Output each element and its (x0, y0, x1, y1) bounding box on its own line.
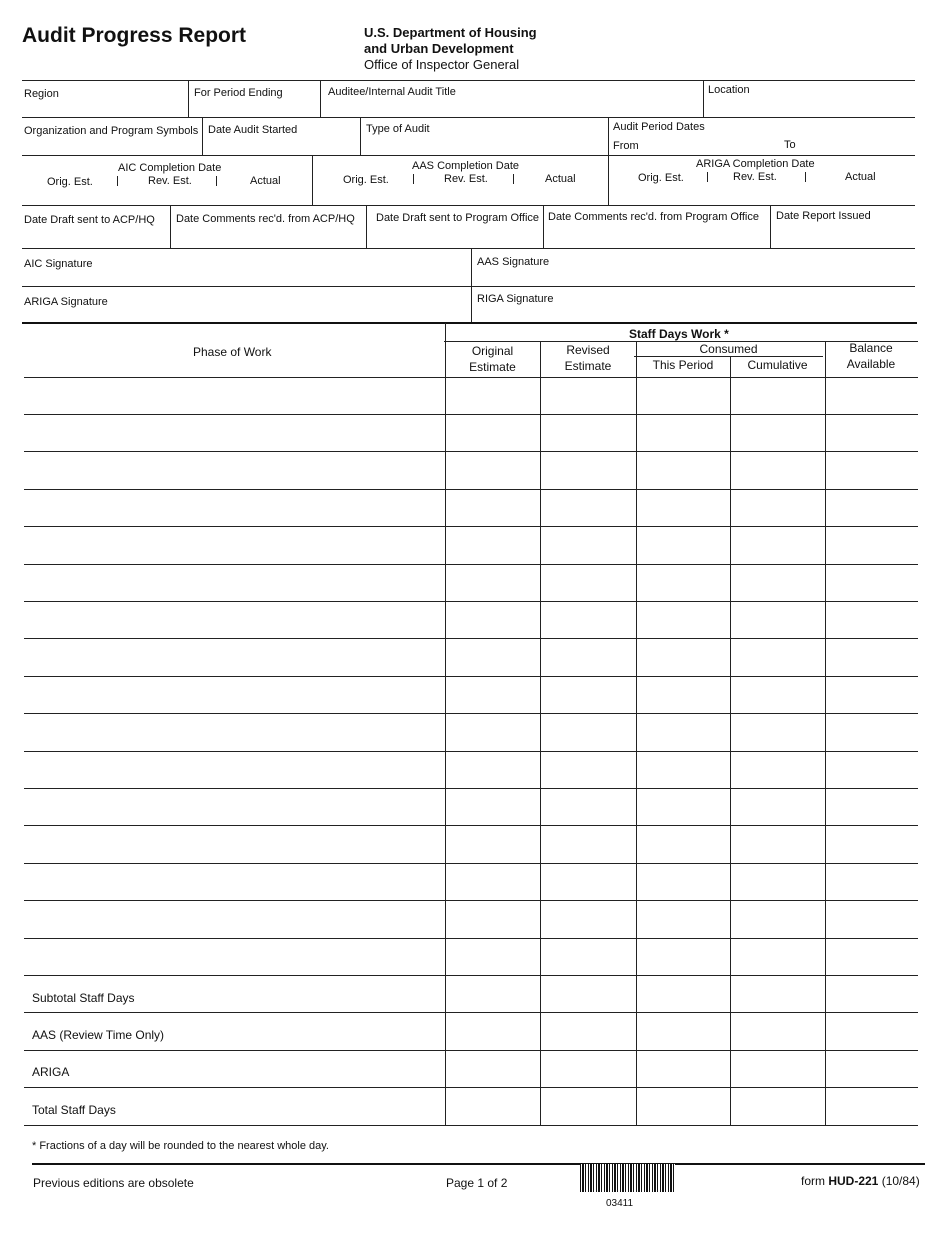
table-row (24, 713, 918, 714)
phase-of-work-header: Phase of Work (193, 345, 272, 359)
tick (216, 176, 217, 186)
table-row (24, 1087, 918, 1088)
agency-office: Office of Inspector General (364, 57, 520, 72)
ariga-orig-est-field[interactable]: Orig. Est. (638, 172, 684, 184)
staff-days-header: Staff Days Work * (629, 327, 729, 341)
table-row (24, 601, 918, 602)
page-title: Audit Progress Report (22, 24, 247, 47)
revised-estimate-header: Estimate (564, 359, 612, 373)
rule (22, 80, 915, 81)
aic-actual-field[interactable]: Actual (250, 175, 281, 187)
table-row (24, 900, 918, 901)
table-row (24, 975, 918, 976)
table-row (24, 1125, 918, 1126)
divider (770, 205, 771, 248)
tick (707, 172, 708, 182)
agency-name-line2: and Urban Development (364, 41, 514, 56)
location-field[interactable]: Location (708, 84, 750, 96)
total-staff-days-label: Total Staff Days (32, 1103, 116, 1117)
revised-header: Revised (566, 343, 610, 357)
ariga-signature-field[interactable]: ARIGA Signature (24, 296, 108, 308)
table-row (24, 863, 918, 864)
comments-acp-field[interactable]: Date Comments rec'd. from ACP/HQ (176, 213, 355, 225)
divider (471, 248, 472, 322)
page-number: Page 1 of 2 (446, 1176, 508, 1190)
divider (188, 80, 189, 117)
original-header: Original (471, 344, 514, 358)
divider (360, 117, 361, 155)
consumed-header: Consumed (699, 342, 758, 356)
table-row (24, 938, 918, 939)
barcode (580, 1164, 675, 1192)
aas-signature-field[interactable]: AAS Signature (477, 256, 550, 268)
aic-rev-est-field[interactable]: Rev. Est. (148, 175, 192, 187)
audit-period-from-field[interactable]: From (613, 140, 639, 152)
draft-acp-field[interactable]: Date Draft sent to ACP/HQ (24, 214, 155, 226)
this-period-header: This Period (652, 358, 714, 372)
agency-name-line1: U.S. Department of Housing (364, 25, 537, 40)
aic-completion-label: AIC Completion Date (118, 162, 222, 174)
form-number (801, 1174, 920, 1188)
table-row (24, 414, 918, 415)
table-row (24, 489, 918, 490)
period-ending-field[interactable]: For Period Ending (194, 87, 283, 99)
table-row (24, 788, 918, 789)
obsolete-notice: Previous editions are obsolete (33, 1176, 194, 1190)
aas-completion-label: AAS Completion Date (412, 160, 519, 172)
table-row (24, 825, 918, 826)
region-field[interactable]: Region (24, 88, 59, 100)
audit-period-to-field[interactable]: To (784, 139, 796, 151)
divider (608, 155, 609, 205)
divider (170, 205, 171, 248)
tick (513, 174, 514, 184)
table-row (24, 1012, 918, 1013)
form-id: HUD-221 (828, 1174, 879, 1188)
rule (22, 117, 915, 118)
riga-signature-field[interactable]: RIGA Signature (477, 293, 554, 305)
comments-program-field[interactable]: Date Comments rec'd. from Program Office (548, 211, 759, 223)
aas-actual-field[interactable]: Actual (545, 173, 576, 185)
ariga-row-label: ARIGA (32, 1065, 70, 1079)
rule (22, 248, 915, 249)
rule (22, 155, 915, 156)
balance-header: Balance (849, 341, 893, 355)
column-divider (636, 341, 637, 1125)
column-divider (825, 341, 826, 1125)
divider (543, 205, 544, 248)
divider (202, 117, 203, 155)
divider (366, 205, 367, 248)
audit-period-dates-label: Audit Period Dates (613, 121, 705, 133)
tick (117, 176, 118, 186)
aic-orig-est-field[interactable]: Orig. Est. (47, 176, 93, 188)
subtotal-staff-days-label: Subtotal Staff Days (32, 991, 135, 1005)
aas-rev-est-field[interactable]: Rev. Est. (444, 173, 488, 185)
rule (22, 286, 915, 287)
tick (805, 172, 806, 182)
table-row (24, 1050, 918, 1051)
rule (634, 356, 823, 357)
report-issued-field[interactable]: Date Report Issued (776, 210, 871, 222)
available-header: Available (846, 357, 896, 371)
divider (703, 80, 704, 117)
table-row (24, 564, 918, 565)
table-row (24, 377, 918, 378)
rule (22, 322, 917, 324)
table-row (24, 638, 918, 639)
barcode-number: 03411 (606, 1198, 634, 1209)
ariga-rev-est-field[interactable]: Rev. Est. (733, 171, 777, 183)
table-row (24, 451, 918, 452)
cumulative-header: Cumulative (747, 358, 808, 372)
aas-orig-est-field[interactable]: Orig. Est. (343, 174, 389, 186)
footnote: * Fractions of a day will be rounded to the nearest whole day. (32, 1140, 329, 1152)
org-symbols-field[interactable]: Organization and Program Symbols (24, 125, 199, 137)
divider (608, 117, 609, 155)
form-prefix: form (801, 1174, 829, 1188)
column-divider (730, 356, 731, 1125)
rule (32, 1163, 925, 1165)
rule (22, 205, 915, 206)
ariga-actual-field[interactable]: Actual (845, 171, 876, 183)
type-of-audit-field[interactable]: Type of Audit (366, 123, 430, 135)
draft-program-field[interactable]: Date Draft sent to Program Office (376, 212, 540, 224)
table-row (24, 526, 918, 527)
aas-review-time-label: AAS (Review Time Only) (32, 1028, 165, 1042)
tick (413, 174, 414, 184)
column-divider (540, 341, 541, 1125)
aic-signature-field[interactable]: AIC Signature (24, 258, 93, 270)
original-estimate-header: Estimate (469, 360, 516, 374)
form-date: (10/84) (881, 1174, 920, 1188)
divider (312, 155, 313, 205)
table-row (24, 751, 918, 752)
divider (320, 80, 321, 117)
date-started-field[interactable]: Date Audit Started (208, 124, 298, 136)
ariga-completion-label: ARIGA Completion Date (696, 158, 815, 170)
column-divider (445, 323, 446, 1125)
auditee-title-field[interactable]: Auditee/Internal Audit Title (328, 86, 456, 98)
table-row (24, 676, 918, 677)
